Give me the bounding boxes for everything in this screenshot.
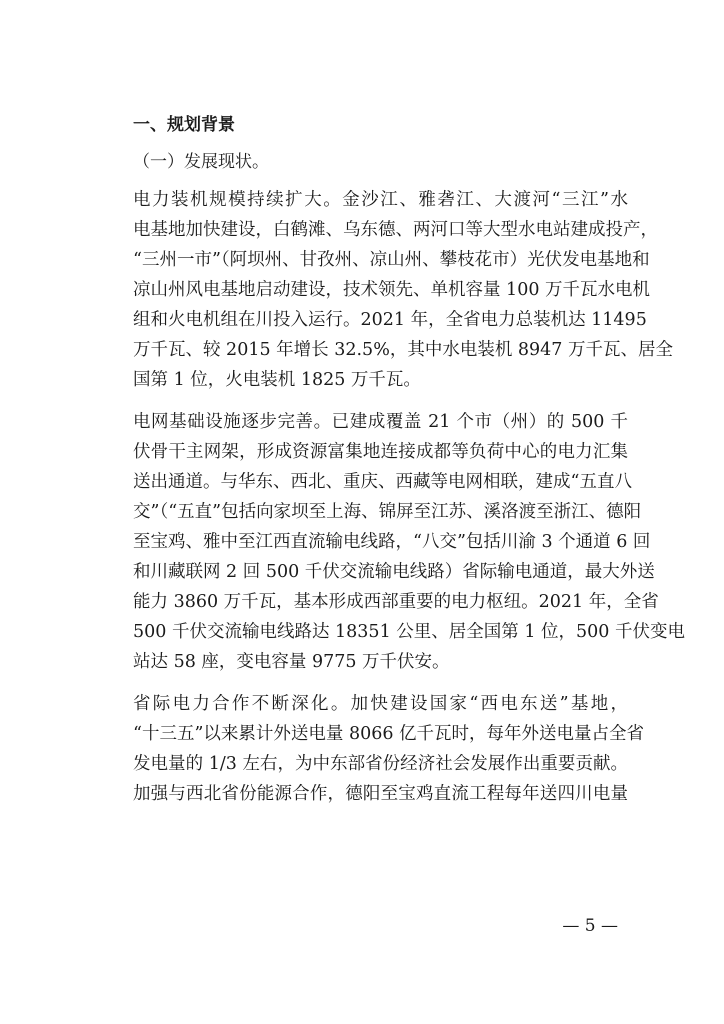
paragraph-line: 站达 58 座，变电容量 9775 万千伏安。 — [133, 652, 450, 672]
paragraph-line: 和川藏联网 2 回 500 千伏交流输电线路）省际输电通道，最大外送 — [133, 562, 655, 582]
paragraph-line: 电力装机规模持续扩大。金沙江、雅砻江、大渡河“三江”水 — [133, 190, 628, 210]
paragraph-line: 加强与西北省份能源合作，德阳至宝鸡直流工程每年送四川电量 — [133, 784, 628, 804]
paragraph-line: 至宝鸡、雅中至江西直流输电线路，“八交”包括川渝 3 个通道 6 回 — [133, 532, 651, 552]
paragraph-line: “三州一市”（阿坝州、甘孜州、凉山州、攀枝花市）光伏发电基地和 — [133, 250, 650, 270]
paragraph-line: 伏骨干主网架，形成资源富集地连接成都等负荷中心的电力汇集 — [133, 442, 628, 462]
paragraph-line: 电基地加快建设，白鹤滩、乌东德、两河口等大型水电站建成投产， — [133, 220, 658, 240]
section-heading: 一、规划背景 — [133, 115, 235, 135]
paragraph-line: “十三五”以来累计外送电量 8066 亿千瓦时，每年外送电量占全省 — [133, 724, 645, 744]
paragraph-line: 省际电力合作不断深化。加快建设国家“西电东送”基地， — [133, 694, 628, 714]
paragraph-line: 500 千伏交流输电线路达 18351 公里、居全国第 1 位，500 千伏变电 — [133, 622, 685, 642]
paragraph-line: 电网基础设施逐步完善。已建成覆盖 21 个市（州）的 500 千 — [133, 412, 628, 432]
paragraph-line: 组和火电机组在川投入运行。2021 年，全省电力总装机达 11495 — [133, 310, 647, 330]
page-number: — 5 — — [562, 916, 618, 936]
paragraph-line: 能力 3860 万千瓦，基本形成西部重要的电力枢纽。2021 年，全省 — [133, 592, 659, 612]
paragraph-line: 发电量的 1/3 左右，为中东部省份经济社会发展作出重要贡献。 — [133, 754, 628, 774]
paragraph-line: 送出通道。与华东、西北、重庆、西藏等电网相联，建成“五直八 — [133, 472, 632, 492]
paragraph-line: 万千瓦、较 2015 年增长 32.5%，其中水电装机 8947 万千瓦、居全 — [133, 340, 673, 360]
paragraph-line: 交”（“五直”包括向家坝至上海、锦屏至江苏、溪洛渡至浙江、德阳 — [133, 502, 642, 522]
paragraph-line: 国第 1 位，火电装机 1825 万千瓦。 — [133, 370, 421, 390]
paragraph-line: 凉山州风电基地启动建设，技术领先、单机容量 100 万千瓦水电机 — [133, 280, 651, 300]
sub-heading: （一）发展现状。 — [133, 152, 269, 172]
